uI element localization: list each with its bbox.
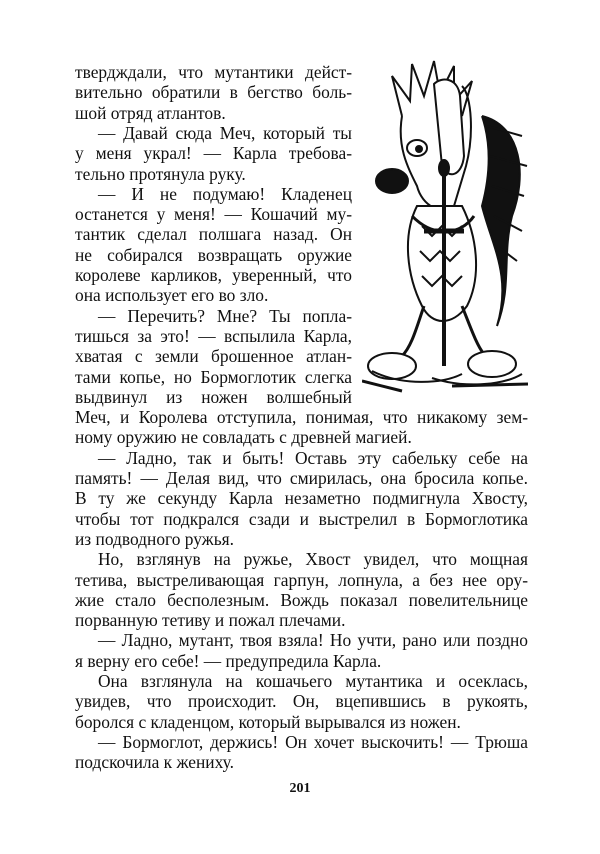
text-line: останется у меня! — Кошачий му- [75, 204, 352, 225]
text-line: из подводного ружья. [75, 528, 234, 549]
text-line: память! — Делая вид, что смирилась, она бросила копье. [75, 468, 528, 488]
text-line: тетива, выстреливающая гарпун, лопнула, а без нее ору- [75, 569, 528, 590]
text-line: порванную тетиву и пожал плечами. [75, 610, 346, 631]
text-line: тами копье, но Бормоглотик слегка [75, 366, 352, 387]
text-line: жие стало бесполезным. Вождь показал повелительнице [75, 589, 528, 610]
text-line: — Бормоглот, держись! Он хочет выскочить! — Трюша [98, 731, 528, 752]
text-line: шой отряд атлантов. [75, 102, 226, 123]
text-line: увидев, что происходит. Он, вцепившись в рукоять, [75, 691, 528, 712]
text-line: тельно протянула руку. [75, 163, 246, 184]
cat-mutant-with-sword-illustration [362, 56, 528, 398]
text-line: у меня украл! — Карла требова- [75, 143, 352, 164]
text-line: — Перечить? Мне? Ты попла- [98, 305, 352, 326]
text-line: В ту же секунду Карла незаметно подмигнула Хвосту, [75, 488, 528, 509]
text-line: Она взглянула на кошачьего мутантика и осеклась, [98, 671, 528, 691]
text-line: вительно обратили в бегство боль- [75, 82, 352, 103]
text-line: я верну его себе! — предупредила Карла. [75, 650, 382, 671]
text-line: Меч, и Королева отступила, понимая, что никакому зем- [75, 407, 528, 428]
text-line: подскочила к жениху. [75, 752, 234, 773]
text-line: хватая с земли брошенное атлан- [75, 346, 352, 367]
text-line: Но, взглянув на ружье, Хвост увидел, что мощная [98, 549, 528, 570]
text-line: чтобы тот подкрался сзади и выстрелил в Бормоглотика [75, 508, 528, 529]
text-line: тишься за это! — вспылила Карла, [75, 325, 352, 346]
text-line: твердждали, что мутантики дейст- [75, 62, 352, 82]
text-line: ному оружию не совладать с древней магией. [75, 427, 412, 448]
text-line: королеве карликов, уверенный, что [75, 265, 352, 285]
text-line: не собирался возвращать оружие [75, 244, 352, 265]
text-line: — Ладно, мутант, твоя взяла! Но учти, рано или поздно [98, 630, 528, 651]
text-line: она использует его во зло. [75, 285, 269, 306]
text-line: боролся с кладенцом, который вырывался из ножен. [75, 711, 461, 732]
text-line: выдвинул из ножен волшебный [75, 386, 352, 407]
text-line: — И не подумаю! Кладенец [98, 183, 352, 204]
text-line: — Ладно, так и быть! Оставь эту сабельку себе на [98, 447, 528, 468]
text-line: тантик сделал полшага назад. Он [75, 224, 352, 245]
text-line: — Давай сюда Меч, который ты [98, 122, 352, 143]
page-number: 201 [289, 781, 311, 796]
